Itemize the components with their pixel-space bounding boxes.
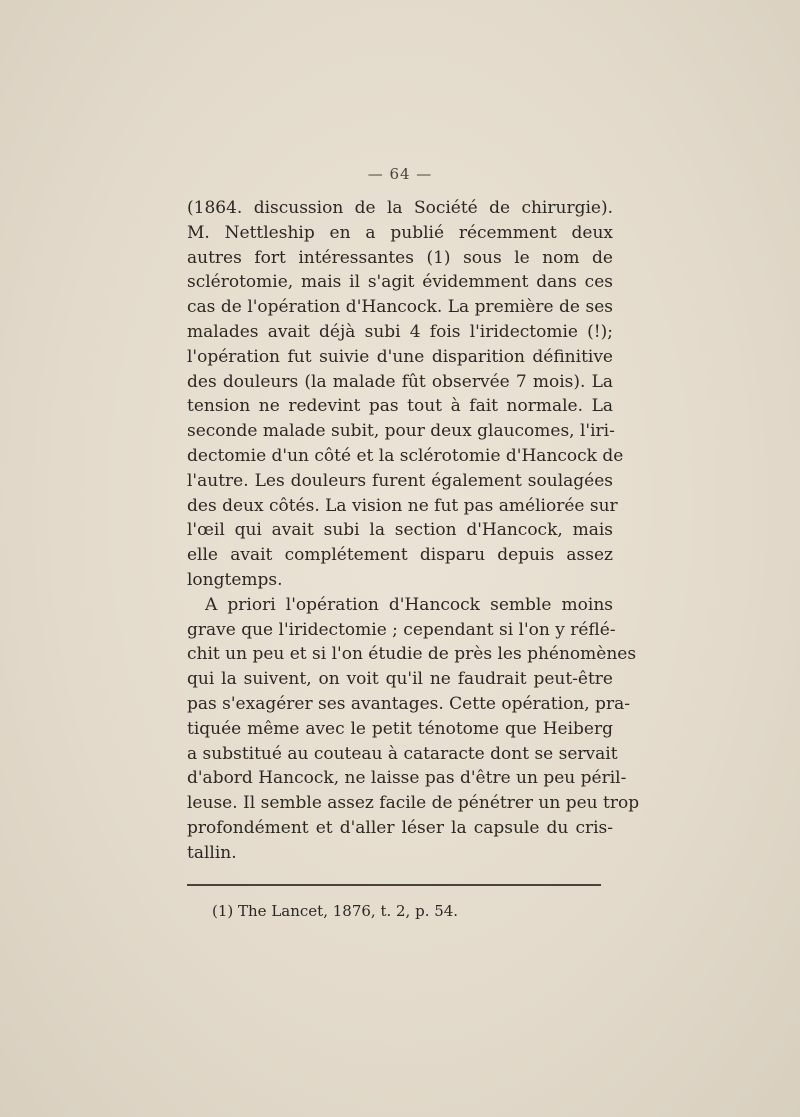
text-line: tension ne redevint pas tout à fait normale. La — [187, 396, 613, 417]
paragraph-1 — [187, 196, 624, 593]
text-line: pas s'exagérer ses avantages. Cette opération, pra- — [187, 693, 630, 714]
text-line: grave que l'iridectomie ; cependant si l'on y réflé- — [187, 619, 616, 640]
text-line: seconde malade subit, pour deux glaucomes, l'iri- — [187, 421, 615, 442]
text-line: des deux côtés. La vision ne fut pas améliorée sur — [187, 495, 618, 516]
text-line: l'autre. Les douleurs furent également soulagées — [187, 470, 613, 491]
text-line: M. Nettleship en a publié récemment deux — [187, 222, 613, 243]
text-line: cas de l'opération d'Hancock. La première de ses — [187, 297, 613, 318]
text-line: l'opération fut suivie d'une disparition définitive — [187, 346, 613, 367]
text-line: sclérotomie, mais il s'agit évidemment dans ces — [187, 272, 613, 293]
text-line: longtemps. — [187, 569, 283, 590]
text-line: tallin. — [187, 842, 237, 863]
text-line: leuse. Il semble assez facile de pénétrer un peu trop — [187, 793, 640, 814]
text-line: chit un peu et si l'on étudie de près les phénomènes — [187, 644, 637, 665]
text-line: qui la suivent, on voit qu'il ne faudrait peut-être — [187, 669, 613, 690]
text-line: dectomie d'un côté et la sclérotomie d'Hancock de — [187, 445, 624, 466]
paragraph-2 — [187, 593, 640, 866]
text-line: profondément et d'aller léser la capsule du cris- — [187, 817, 613, 838]
text-line: (1864. discussion de la Société de chirurgie). — [187, 198, 613, 218]
text-line: l'œil qui avait subi la section d'Hancock, mais — [187, 520, 613, 541]
page-number: — 64 — — [367, 165, 433, 183]
body-text — [187, 196, 640, 866]
footnote-rule — [187, 884, 601, 886]
text-line: elle avait complétement disparu depuis assez — [187, 545, 613, 566]
text-line: A priori l'opération d'Hancock semble moins — [205, 594, 613, 615]
text-line: des douleurs (la malade fût observée 7 mois). La — [187, 371, 613, 392]
text-line: autres fort intéressantes (1) sous le nom de — [187, 247, 613, 268]
footnote: (1) The Lancet, 1876, t. 2, p. 54. — [212, 902, 459, 920]
text-line: d'abord Hancock, ne laisse pas d'être un peu péril- — [187, 768, 627, 789]
text-line: a substitué au couteau à cataracte dont se servait — [187, 743, 618, 764]
text-line: tiquée même avec le petit ténotome que Heiberg — [187, 718, 613, 739]
text-line: malades avait déjà subi 4 fois l'iridectomie (!); — [187, 321, 613, 342]
